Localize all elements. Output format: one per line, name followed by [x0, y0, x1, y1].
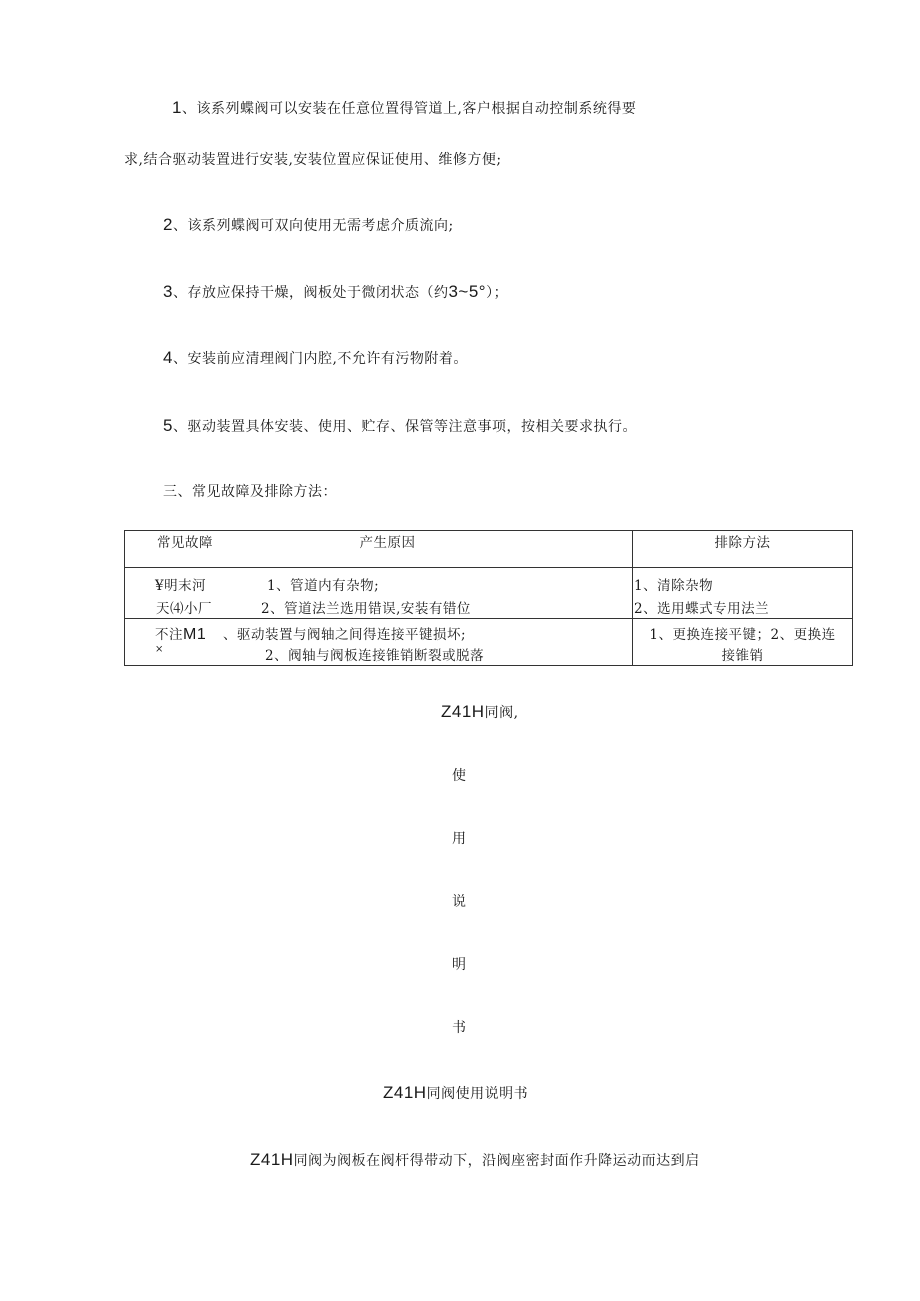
intro-code: Z41H — [250, 1150, 294, 1169]
note-item-1-line-1 — [172, 98, 636, 119]
header-fault-label: 常见故障 — [157, 535, 213, 551]
note-item-4 — [163, 348, 468, 369]
note-item-4-number: 4 — [163, 348, 173, 367]
note-item-4-text: 、安装前应清理阀门内腔,不允许有污物附着。 — [172, 351, 468, 367]
cover-model-text: 同阀, — [484, 705, 519, 721]
row1-fix-line2: 2、选用蝶式专用法兰 — [634, 601, 770, 617]
note-item-3-end: ）； — [486, 285, 509, 301]
note-item-2 — [163, 215, 454, 236]
row2-fix-line1: 1、更换连接平键；2、更换连 — [649, 627, 836, 643]
note-item-3-range: 3~5° — [448, 282, 487, 301]
note-item-2-text: 、该系列蝶阀可双向使用无需考虑介质流向; — [172, 218, 454, 234]
row2-fault-line2: × — [155, 644, 164, 655]
row2-cause-cell — [223, 619, 633, 666]
cover-model-title — [441, 702, 519, 723]
table-row — [125, 619, 853, 666]
vertical-char-4: 明 — [452, 957, 466, 973]
row2-fault-line1-code: M1 — [183, 626, 207, 643]
vertical-char-5: 书 — [452, 1020, 466, 1036]
row1-fix-cell — [633, 568, 853, 619]
row1-fault-cell — [125, 568, 264, 619]
vertical-char-2: 用 — [452, 831, 466, 847]
doc-title-code: Z41H — [383, 1083, 427, 1102]
note-item-1-line-2: 求,结合驱动装置进行安装,安装位置应保证使用、维修方便; — [124, 152, 502, 168]
note-item-1-text: 、该系列蝶阀可以安装在任意位置得管道上,客户根据自动控制系统得要 — [181, 101, 637, 117]
row1-fault-line1: ¥明末河 — [155, 578, 207, 594]
fault-table-header-row — [125, 531, 853, 568]
note-item-5 — [163, 416, 637, 437]
table-row — [125, 568, 853, 619]
row2-cause-line1: 、驱动装置与阀轴之间得连接平键损坏; — [223, 627, 467, 643]
note-item-1-number: 1 — [172, 98, 182, 117]
note-item-3-number: 3 — [163, 282, 173, 301]
header-cause-label: 产生原因 — [359, 535, 416, 551]
row1-fault-line2: 天⑷小厂 — [156, 601, 212, 617]
note-item-3 — [163, 282, 508, 303]
row2-fix-cell — [633, 619, 853, 666]
row1-fix-line1: 1、清除杂物 — [634, 578, 714, 594]
header-cell-cause — [263, 531, 633, 568]
row1-cause-cell — [263, 568, 633, 619]
vertical-char-1: 使 — [452, 768, 466, 784]
row1-cause-line1: 1、管道内有杂物; — [267, 578, 380, 594]
row2-fix-line2: 接锥销 — [721, 648, 764, 664]
header-cell-fault — [125, 531, 264, 568]
doc-title-text: 同阀使用说明书 — [426, 1086, 529, 1102]
row2-fault-line1-text: 不注 — [155, 627, 183, 643]
vertical-char-3: 说 — [452, 894, 466, 910]
row1-cause-line2: 2、管道法兰选用错误,安装有错位 — [261, 601, 471, 617]
header-cell-fix — [633, 531, 853, 568]
cover-model-code: Z41H — [441, 702, 485, 721]
note-item-5-text: 、驱动装置具体安装、使用、贮存、保管等注意事项，按相关要求执行。 — [172, 419, 637, 435]
section-3-title: 三、常见故障及排除方法： — [163, 484, 337, 500]
note-item-5-number: 5 — [163, 416, 173, 435]
intro-text: 同阀为阀板在阀杆得带动下，沿阀座密封面作升降运动而达到启 — [293, 1153, 700, 1169]
fault-table — [124, 530, 853, 666]
note-item-3-text: 、存放应保持干燥，阀板处于微闭状态（约 — [172, 285, 449, 301]
header-fix-label: 排除方法 — [714, 535, 771, 551]
row2-cause-line2: 2、阀轴与阀板连接锥销断裂或脱落 — [265, 648, 485, 664]
note-item-2-number: 2 — [163, 215, 173, 234]
doc-title — [383, 1083, 528, 1104]
intro-paragraph — [250, 1150, 700, 1171]
row2-fault-line1 — [155, 623, 206, 644]
